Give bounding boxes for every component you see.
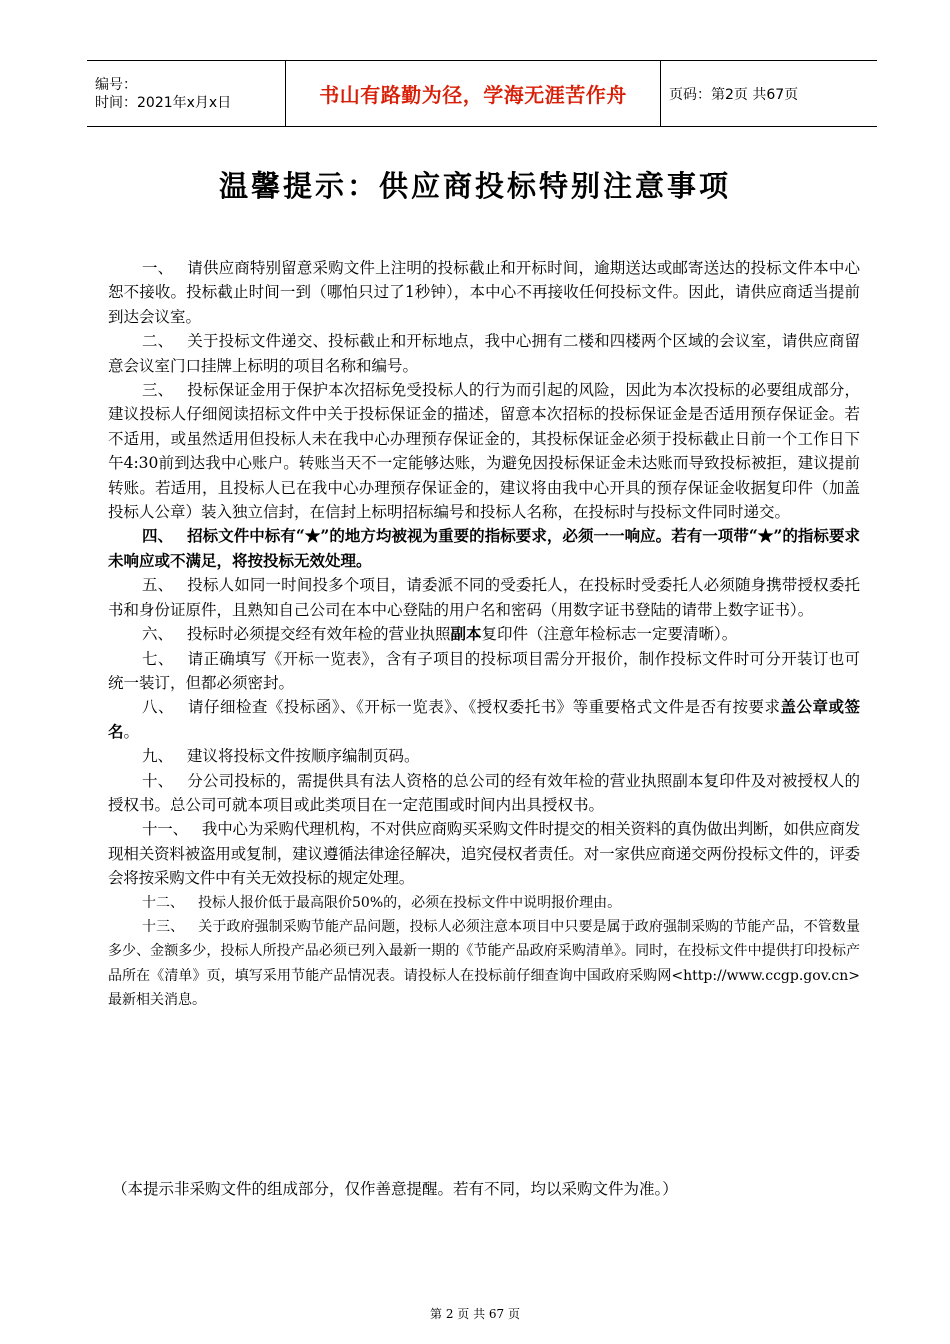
notice-item-5: 五、 投标人如同一时间投多个项目，请委派不同的受委托人，在投标时受委托人必须随身携带授权委托书和身份证原件，且熟知自己公司在本中心登陆的用户名和密码（用数字证书登陆的请带上数字证书）。 — [108, 576, 860, 619]
notice-item-10: 十、 分公司投标的，需提供具有法人资格的总公司的经有效年检的营业执照副本复印件及对被授权人的授权书。总公司可就本项目或此类项目在一定范围或时间内出具授权书。 — [108, 771, 860, 814]
page-title: 温馨提示：供应商投标特别注意事项 — [218, 169, 731, 203]
notice-item-9: 九、 建议将投标文件按顺序编制页码。 — [142, 747, 420, 766]
page-footer: 第 2 页 共 67 页 — [430, 1307, 520, 1321]
notice-item-13: 十三、 关于政府强制采购节能产品问题，投标人必须注意本项目中只要是属于政府强制采购的节能产品，不管数量多少、金额多少，投标人所投产品必须已列入最新一期的《节能产品政府采购清单》。同时，在投标文件中提供打印投标产品所在《清单》页，填写采用节能产品情况表。请投标人在投标前仔细查询中国政府采购网<http://www.ccgp.gov.cn>最新相关消息。 — [108, 918, 861, 1009]
notice-item-1: 一、 请供应商特别留意采购文件上注明的投标截止和开标时间，逾期送达或邮寄送达的投标文件本中心恕不接收。投标截止时间一到（哪怕只过了1秒钟），本中心不再接收任何投标文件。因此，请供应商适当提前到达会议室。 — [108, 259, 860, 326]
notice-item-8: 八、 请仔细检查《投标函》、《开标一览表》、《授权委托书》等重要格式文件是否有按要求盖公章或签名。 — [108, 697, 860, 741]
notice-item-6: 六、 投标时必须提交经有效年检的营业执照副本复印件（注意年检标志一定要清晰）。 — [142, 624, 738, 644]
notice-item-2: 二、 关于投标文件递交、投标截止和开标地点，我中心拥有二楼和四楼两个区域的会议室，请供应商留意会议室门口挂牌上标明的项目名称和编号。 — [108, 332, 860, 375]
notice-item-4: 四、 招标文件中标有“★”的地方均被视为重要的指标要求，必须一一响应。若有一项带“★”的指标要求未响应或不满足，将按投标无效处理。 — [108, 526, 860, 570]
header-motto: 书山有路勤为径，学海无涯苦作舟 — [286, 61, 661, 126]
header-meta — [87, 61, 286, 126]
date-label: 时间：2021年x月x日 — [95, 94, 232, 111]
notice-item-12: 十二、 投标人报价低于最高限价50%的，必须在投标文件中说明报价理由。 — [142, 894, 622, 911]
document-header — [87, 60, 877, 127]
header-page-info: 页码：第2页 共67页 — [669, 86, 799, 103]
disclaimer-note: （本提示非采购文件的组成部分，仅作善意提醒。若有不同，均以采购文件为准。） — [112, 1180, 678, 1198]
notice-item-7: 七、 请正确填写《开标一览表》，含有子项目的投标项目需分开报价，制作投标文件时可分开装订也可统一装订，但都必须密封。 — [108, 649, 860, 692]
number-label: 编号： — [95, 76, 137, 93]
notice-body — [108, 256, 860, 1013]
notice-item-3: 三、 投标保证金用于保护本次招标免受投标人的行为而引起的风险，因此为本次投标的必要组成部分，建议投标人仔细阅读招标文件中关于投标保证金的描述，留意本次招标的投标保证金是否适用预存保证金。若不适用，或虽然适用但投标人未在我中心办理预存保证金的，其投标保证金必须于投标截止日前一个工作日下午4:30前到达我中心账户。转账当天不一定能够达账，为避免因投标保证金未达账而导致投标被拒，建议提前转账。若适用，且投标人已在我中心办理预存保证金的，建议将由我中心开具的预存保证金收据复印件（加盖投标人公章）装入独立信封，在信封上标明招标编号和投标人名称，在投标时与投标文件同时递交。 — [108, 381, 860, 522]
notice-item-11: 十一、 我中心为采购代理机构，不对供应商购买采购文件时提交的相关资料的真伪做出判断，如供应商发现相关资料被盗用或复制，建议遵循法律途径解决，追究侵权者责任。对一家供应商递交两份投标文件的，评委会将按采购文件中有关无效投标的规定处理。 — [108, 820, 861, 888]
